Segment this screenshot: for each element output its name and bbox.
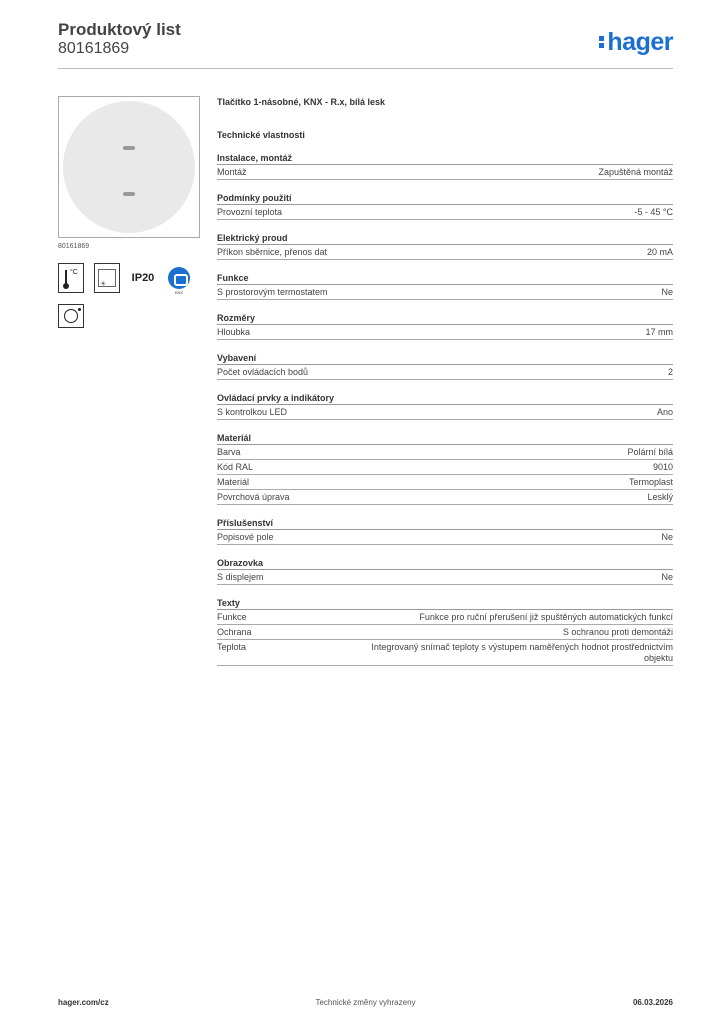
spec-section: [217, 597, 673, 666]
spec-key: S kontrolkou LED: [217, 407, 288, 417]
section-title: Rozměry: [217, 312, 673, 325]
knx-icon: [166, 263, 192, 293]
spec-row: [217, 490, 673, 505]
push-button-disc: [63, 101, 195, 233]
spec-section: [217, 352, 673, 380]
section-title: Obrazovka: [217, 557, 673, 570]
image-caption: 80161869: [58, 243, 90, 250]
logo-colon-icon: [599, 32, 606, 50]
spec-row: [217, 445, 673, 460]
spec-key: Montáž: [217, 167, 247, 177]
spec-section: [217, 557, 673, 585]
spec-section: [217, 392, 673, 420]
spec-key: Materiál: [217, 477, 250, 487]
spec-row: [217, 245, 673, 260]
page-header: [58, 20, 673, 68]
spec-section: [217, 517, 673, 545]
spec-key: Povrchová úprava: [217, 492, 290, 502]
spec-value: Ano: [656, 407, 673, 417]
spec-section: [217, 152, 673, 180]
spec-key: Ochrana: [217, 627, 252, 637]
spec-value: 17 mm: [645, 327, 673, 337]
spec-value: Polární bílá: [627, 447, 673, 457]
spec-key: Teplota: [217, 642, 247, 652]
footer-note: Technické změny vyhrazeny: [315, 998, 416, 1007]
spec-row: [217, 325, 673, 340]
spec-row: [217, 165, 673, 180]
led-indicator-bottom: [123, 192, 135, 196]
spec-section: [217, 432, 673, 505]
spec-key: Barva: [217, 447, 241, 457]
spec-row: [217, 475, 673, 490]
spec-key: Příkon sběrnice, přenos dat: [217, 247, 328, 257]
rotary-icon: [58, 304, 84, 328]
spec-value: Ne: [661, 532, 673, 542]
spec-key: Popisové pole: [217, 532, 274, 542]
spec-row: [217, 365, 673, 380]
spec-value: Lesklý: [647, 492, 673, 502]
section-title: Funkce: [217, 272, 673, 285]
spec-section: [217, 272, 673, 300]
section-title: Materiál: [217, 432, 673, 445]
spec-key: Hloubka: [217, 327, 251, 337]
section-title: Texty: [217, 597, 673, 610]
spec-value: Funkce pro ruční přerušení již spuštěných automatických funkcí: [419, 612, 673, 622]
spec-value: Ne: [661, 572, 673, 582]
hager-logo: [599, 28, 673, 57]
spec-row: [217, 625, 673, 640]
spec-row: [217, 405, 673, 420]
spec-key: S prostorovým termostatem: [217, 287, 328, 297]
spec-value: -5 - 45 °C: [634, 207, 673, 217]
section-title: Podmínky použití: [217, 192, 673, 205]
tech-properties-heading: Technické vlastnosti: [217, 130, 305, 140]
section-title: Elektrický proud: [217, 232, 673, 245]
section-title: Vybavení: [217, 352, 673, 365]
spec-row: [217, 570, 673, 585]
spec-value: 2: [667, 367, 673, 377]
section-title: Příslušenství: [217, 517, 673, 530]
thermometer-icon: [58, 263, 84, 293]
spec-key: Provozní teplota: [217, 207, 283, 217]
logo-text: hager: [607, 28, 673, 56]
spec-row: [217, 285, 673, 300]
led-indicator-top: [123, 146, 135, 150]
thermometer-unit-label: °C: [70, 269, 78, 276]
spec-sections: [217, 152, 673, 666]
ip-rating-icon: [130, 263, 156, 293]
page-title: Produktový list: [58, 20, 181, 39]
spec-value: Integrovaný snímač teploty s výstupem naměřených hodnot prostřednictvím objektu: [371, 642, 673, 663]
spec-value: Zapuštěná montáž: [598, 167, 673, 177]
header-divider: [58, 68, 673, 69]
spec-section: [217, 312, 673, 340]
section-title: Instalace, montáž: [217, 152, 673, 165]
spec-value: Termoplast: [628, 477, 673, 487]
spec-row: [217, 610, 673, 625]
spec-value: 9010: [652, 462, 673, 472]
spec-value: S ochranou proti demontáži: [562, 627, 673, 637]
footer-website[interactable]: hager.com/cz: [58, 998, 109, 1007]
section-title: Ovládací prvky a indikátory: [217, 392, 673, 405]
spec-value: 20 mA: [646, 247, 673, 257]
light-sensor-icon: [94, 263, 120, 293]
knx-label: KNX: [174, 290, 184, 295]
spec-value: Ne: [661, 287, 673, 297]
spec-key: Počet ovládacích bodů: [217, 367, 309, 377]
product-name: Tlačítko 1-násobné, KNX - R.x, bílá lesk: [217, 97, 386, 107]
spec-content: [217, 96, 673, 666]
spec-row: [217, 640, 673, 666]
spec-key: Kód RAL: [217, 462, 254, 472]
product-number: 80161869: [58, 40, 130, 57]
spec-row: [217, 530, 673, 545]
spec-row: [217, 460, 673, 475]
ip-rating-label: IP20: [131, 272, 155, 284]
feature-icons: [58, 263, 192, 293]
spec-section: [217, 192, 673, 220]
spec-section: [217, 232, 673, 260]
spec-key: Funkce: [217, 612, 247, 622]
spec-key: S displejem: [217, 572, 264, 582]
footer-date: 06.03.2026: [632, 998, 673, 1007]
spec-row: [217, 205, 673, 220]
product-image: [58, 96, 200, 238]
